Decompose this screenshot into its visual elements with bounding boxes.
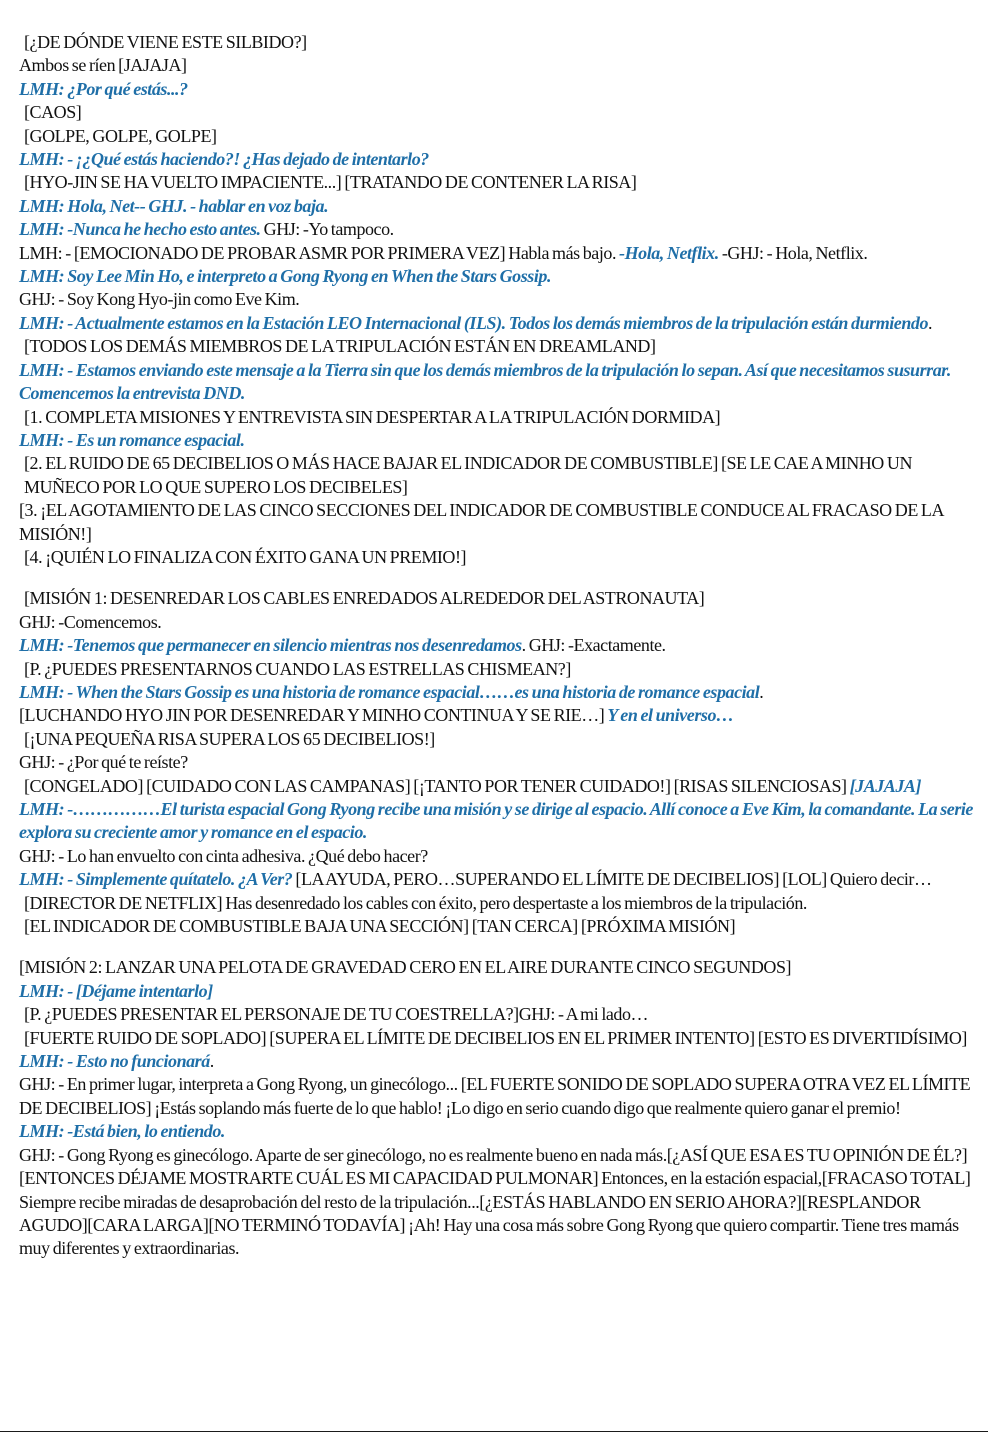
plain-text: [DIRECTOR DE NETFLIX] Has desenredado los cables con éxito, pero despertaste a los miembros de la tripulación. <box>24 892 807 913</box>
plain-text: [P. ¿PUEDES PRESENTARNOS CUANDO LAS ESTRELLAS CHISMEAN?] <box>24 658 571 679</box>
plain-text: [FUERTE RUIDO DE SOPLADO] [SUPERA EL LÍMITE DE DECIBELIOS EN EL PRIMER INTENTO] [ESTO ES DIVERTIDÍSIMO] <box>24 1027 967 1048</box>
transcript-line <box>19 587 974 610</box>
speaker-text: LMH: - Esto no funcionará <box>19 1051 210 1072</box>
transcript-line <box>19 171 974 194</box>
speaker-text: LMH: - ¡¿Qué estás haciendo?! ¿Has dejado de intentarlo? <box>19 149 429 170</box>
plain-text: [P. ¿PUEDES PRESENTAR EL PERSONAJE DE TU COESTRELLA?]GHJ: - A mi lado… <box>24 1004 649 1025</box>
transcript-line <box>19 634 974 657</box>
plain-text: [EL INDICADOR DE COMBUSTIBLE BAJA UNA SECCIÓN] [TAN CERCA] [PRÓXIMA MISIÓN] <box>24 916 736 937</box>
transcript-line <box>19 1003 974 1026</box>
transcript-line <box>19 1073 974 1120</box>
speaker-text: LMH: - Es un romance espacial. <box>19 429 245 450</box>
speaker-text: [JAJAJA] <box>849 775 921 796</box>
transcript-line <box>19 845 974 868</box>
speaker-text: LMH: - Actualmente estamos en la Estación LEO Internacional (ILS). Todos los demás miembros de la tripulación están durmiendo <box>19 312 928 333</box>
transcript-line <box>19 611 974 634</box>
speaker-text: LMH: - When the Stars Gossip es una historia de romance espacial……es una historia de romance espacial <box>19 681 760 702</box>
plain-text: GHJ: - Soy Kong Hyo-jin como Eve Kim. <box>19 289 300 310</box>
plain-text: . GHJ: -Exactamente. <box>521 635 666 656</box>
transcript-line <box>19 915 974 938</box>
transcript-line <box>19 681 974 704</box>
transcript-line <box>19 101 974 124</box>
plain-text: [GOLPE, GOLPE, GOLPE] <box>24 125 217 146</box>
plain-text: GHJ: - Gong Ryong es ginecólogo. Aparte de ser ginecólogo, no es realmente bueno en nada más.[¿ASÍ QUE ESA ES TU OPINIÓN DE ÉL?][ENTONCES DÉJAME MOSTRARTE CUÁL ES MI CAPACIDAD PULMONAR] Entonces, en la estación espacial,[FRACASO TOTAL] Siempre recibe miradas de desaprobación del resto de la tripulación...[¿ESTÁS HABLANDO EN SERIO AHORA?][RESPLANDOR AGUDO][CARA LARGA][NO TERMINÓ TODAVÍA] ¡Ah! Hay una cosa más sobre Gong Ryong que quiero compartir. Tiene tres mamás muy diferentes y extraordinarias. <box>19 1144 971 1259</box>
speaker-text: LMH: Hola, Net-- GHJ. - hablar en voz baja. <box>19 195 329 216</box>
transcript-line <box>19 359 974 406</box>
plain-text: [CONGELADO] [CUIDADO CON LAS CAMPANAS] [¡TANTO POR TENER CUIDADO!] [RISAS SILENCIOSAS] <box>24 775 850 796</box>
plain-text: GHJ: -Yo tampoco. <box>260 219 394 240</box>
transcript-line <box>19 218 974 241</box>
transcript-line <box>19 956 974 979</box>
plain-text: [HYO-JIN SE HA VUELTO IMPACIENTE...] [TRATANDO DE CONTENER LA RISA] <box>24 172 637 193</box>
transcript-line <box>19 242 974 265</box>
plain-text: [LUCHANDO HYO JIN POR DESENREDAR Y MINHO CONTINUA Y SE RIE…] <box>19 705 608 726</box>
plain-text: [2. EL RUIDO DE 65 DECIBELIOS O MÁS HACE BAJAR EL INDICADOR DE COMBUSTIBLE] [SE LE CAE A MINHO UN MUÑECO POR LO QUE SUPERO LOS DECIBELES] <box>24 453 912 497</box>
transcript-line <box>19 54 974 77</box>
plain-text: [LA AYUDA, PERO…SUPERANDO EL LÍMITE DE DECIBELIOS] [LOL] Quiero decir… <box>292 869 932 890</box>
transcript-line <box>19 1027 974 1050</box>
speaker-text: LMH: ¿Por qué estás...? <box>19 78 188 99</box>
transcript-line <box>19 704 974 727</box>
transcript-body <box>19 31 974 1261</box>
plain-text: GHJ: - ¿Por qué te reíste? <box>19 752 188 773</box>
speaker-text: LMH: - Estamos enviando este mensaje a la Tierra sin que los demás miembros de la tripulación lo sepan. Así que necesitamos susurrar. Comencemos la entrevista DND. <box>19 359 951 404</box>
speaker-text: LMH: -……………El turista espacial Gong Ryong recibe una misión y se dirige al espacio. Allí conoce a Eve Kim, la comandante. La serie explora su creciente amor y romance en el espacio. <box>19 799 973 843</box>
plain-text: GHJ: - En primer lugar, interpreta a Gong Ryong, un ginecólogo... [EL FUERTE SONIDO DE SOPLADO SUPERA OTRA VEZ EL LÍMITE DE DECIBELIOS] ¡Estás soplando más fuerte de lo que hablo! ¡Lo digo en serio cuando digo que realmente quiero ganar el premio! <box>19 1074 971 1118</box>
speaker-text: LMH: - [Déjame intentarlo] <box>19 980 213 1001</box>
plain-text: . <box>209 1051 214 1072</box>
plain-text: [¿DE DÓNDE VIENE ESTE SILBIDO?] <box>24 32 307 52</box>
transcript-line <box>19 868 974 891</box>
transcript-line <box>19 452 974 499</box>
plain-text: -GHJ: - Hola, Netflix. <box>718 242 868 263</box>
transcript-line <box>19 148 974 171</box>
transcript-line <box>19 335 974 358</box>
plain-text: [MISIÓN 2: LANZAR UNA PELOTA DE GRAVEDAD CERO EN EL AIRE DURANTE CINCO SEGUNDOS] <box>19 957 792 978</box>
transcript-line <box>19 125 974 148</box>
plain-text: [CAOS] <box>24 102 82 123</box>
plain-text: [4. ¡QUIÉN LO FINALIZA CON ÉXITO GANA UN PREMIO!] <box>24 546 467 567</box>
transcript-line <box>19 798 974 845</box>
plain-text: . <box>759 681 764 702</box>
transcript-line <box>19 658 974 681</box>
plain-text: GHJ: -Comencemos. <box>19 611 162 632</box>
transcript-line <box>19 499 974 546</box>
speaker-text: LMH: -Tenemos que permanecer en silencio mientras nos desenredamos <box>19 635 522 656</box>
transcript-line <box>19 1120 974 1143</box>
speaker-text: LMH: -Está bien, lo entiendo. <box>19 1121 225 1142</box>
plain-text: . <box>928 312 933 333</box>
paragraph-gap <box>19 938 974 956</box>
transcript-line <box>19 546 974 569</box>
transcript-line <box>19 288 974 311</box>
transcript-line <box>19 1144 974 1261</box>
transcript-line <box>19 751 974 774</box>
plain-text: Ambos se ríen [JAJAJA] <box>19 55 187 76</box>
transcript-line <box>19 406 974 429</box>
transcript-line <box>19 980 974 1003</box>
speaker-text: LMH: -Nunca he hecho esto antes. <box>19 219 261 240</box>
speaker-text: LMH: - Simplemente quítatelo. ¿A Ver? <box>19 869 293 890</box>
plain-text: GHJ: - Lo han envuelto con cinta adhesiva. ¿Qué debo hacer? <box>19 845 428 866</box>
transcript-line <box>19 892 974 915</box>
plain-text: [TODOS LOS DEMÁS MIEMBROS DE LA TRIPULACIÓN ESTÁN EN DREAMLAND] <box>24 336 656 357</box>
transcript-line <box>19 31 974 54</box>
plain-text: [3. ¡EL AGOTAMIENTO DE LAS CINCO SECCIONES DEL INDICADOR DE COMBUSTIBLE CONDUCE AL FRACASO DE LA MISIÓN!] <box>19 500 944 544</box>
transcript-line <box>19 775 974 798</box>
speaker-text: Y en el universo… <box>607 705 734 726</box>
transcript-line <box>19 312 974 335</box>
transcript-line <box>19 265 974 288</box>
plain-text: [MISIÓN 1: DESENREDAR LOS CABLES ENREDADOS ALREDEDOR DEL ASTRONAUTA] <box>24 588 705 609</box>
transcript-line <box>19 1050 974 1073</box>
transcript-line <box>19 728 974 751</box>
paragraph-gap <box>19 569 974 587</box>
transcript-line <box>19 195 974 218</box>
plain-text: LMH: - [EMOCIONADO DE PROBAR ASMR POR PRIMERA VEZ] Habla más bajo. <box>19 242 620 263</box>
transcript-line <box>19 429 974 452</box>
transcript-line <box>19 78 974 101</box>
speaker-text: LMH: Soy Lee Min Ho, e interpreto a Gong Ryong en When the Stars Gossip. <box>19 266 551 287</box>
plain-text: [¡UNA PEQUEÑA RISA SUPERA LOS 65 DECIBELIOS!] <box>24 728 435 749</box>
plain-text: [1. COMPLETA MISIONES Y ENTREVISTA SIN DESPERTAR A LA TRIPULACIÓN DORMIDA] <box>24 406 721 427</box>
speaker-text: -Hola, Netflix. <box>619 242 719 263</box>
bottom-divider <box>0 1431 988 1432</box>
